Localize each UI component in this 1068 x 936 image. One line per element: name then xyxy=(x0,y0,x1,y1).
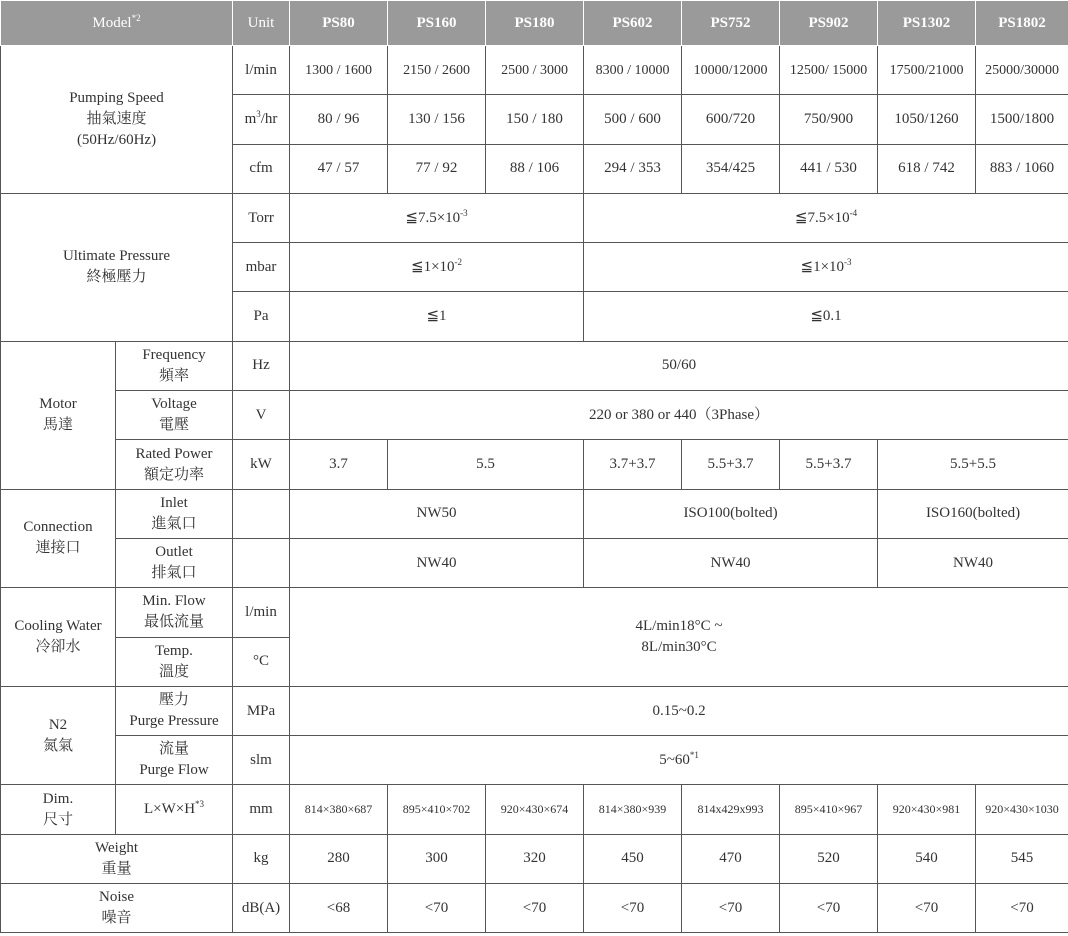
table-cell: NW40 xyxy=(290,538,584,587)
table-cell: 300 xyxy=(388,834,486,883)
table-cell: 920×430×1030 xyxy=(976,785,1068,834)
table-cell: 814×380×939 xyxy=(584,785,682,834)
table-cell: ISO160(bolted) xyxy=(878,489,1068,538)
connection-label: Connection 連接口 xyxy=(1,489,116,588)
model-ps180: PS180 xyxy=(486,1,584,46)
noise-label: Noise 噪音 xyxy=(1,884,233,933)
table-cell: <70 xyxy=(584,884,682,933)
model-ps1302: PS1302 xyxy=(878,1,976,46)
unit-cell xyxy=(233,538,290,587)
table-cell: 814×380×687 xyxy=(290,785,388,834)
model-header: Model$^{*2}$ xyxy=(1,1,233,46)
table-cell: 450 xyxy=(584,834,682,883)
table-cell: 750/900 xyxy=(780,95,878,144)
motor-row-frequency xyxy=(1,341,1068,390)
model-ps1802: PS1802 xyxy=(976,1,1068,46)
unit-cell: mbar xyxy=(233,243,290,292)
unit-cell: MPa xyxy=(233,686,290,735)
table-cell: 3.7+3.7 xyxy=(584,440,682,489)
table-cell: NW40 xyxy=(878,538,1068,587)
model-ps902: PS902 xyxy=(780,1,878,46)
table-cell: 17500/21000 xyxy=(878,46,976,95)
frequency-label: Frequency 頻率 xyxy=(116,341,233,390)
table-cell: $≦7.5\times 10^{-3}$ xyxy=(290,193,584,242)
table-cell: 3.7 xyxy=(290,440,388,489)
table-cell: 500 / 600 xyxy=(584,95,682,144)
outlet-label: Outlet 排氣口 xyxy=(116,538,233,587)
table-cell: 5~60$^{*1}$ xyxy=(290,736,1068,785)
table-cell: 545 xyxy=(976,834,1068,883)
motor-label: Motor 馬達 xyxy=(1,341,116,489)
rated-power-label: Rated Power 額定功率 xyxy=(116,440,233,489)
n2-row-purge-flow xyxy=(1,736,1068,785)
table-cell: 12500/ 15000 xyxy=(780,46,878,95)
table-cell: 80 / 96 xyxy=(290,95,388,144)
table-cell: 354/425 xyxy=(682,144,780,193)
lwh-label: $L\times W\times H^{*3}$ xyxy=(116,785,233,834)
table-cell: 883 / 1060 xyxy=(976,144,1068,193)
table-cell: 47 / 57 xyxy=(290,144,388,193)
unit-cell: $m^3/hr$ xyxy=(233,95,290,144)
model-ps752: PS752 xyxy=(682,1,780,46)
table-cell: <70 xyxy=(976,884,1068,933)
table-cell: 2500 / 3000 xyxy=(486,46,584,95)
unit-cell: mm xyxy=(233,785,290,834)
table-cell: <70 xyxy=(486,884,584,933)
n2-row-purge-pressure xyxy=(1,686,1068,735)
noise-row xyxy=(1,884,1068,933)
cooling-row-min-flow xyxy=(1,588,1068,637)
table-cell: 10000/12000 xyxy=(682,46,780,95)
table-cell: 814x429x993 xyxy=(682,785,780,834)
unit-cell xyxy=(233,489,290,538)
pumping-speed-label: Pumping Speed 抽氣速度 (50Hz/60Hz) xyxy=(1,46,233,194)
motor-row-rated-power xyxy=(1,440,1068,489)
connection-row-outlet xyxy=(1,538,1068,587)
unit-cell: kW xyxy=(233,440,290,489)
unit-cell: Pa xyxy=(233,292,290,341)
table-cell: 0.15~0.2 xyxy=(290,686,1068,735)
unit-cell: °C xyxy=(233,637,290,686)
voltage-label: Voltage 電壓 xyxy=(116,391,233,440)
unit-cell: slm xyxy=(233,736,290,785)
table-cell: 1500/1800 xyxy=(976,95,1068,144)
table-cell: 520 xyxy=(780,834,878,883)
table-cell: 280 xyxy=(290,834,388,883)
table-cell: 130 / 156 xyxy=(388,95,486,144)
pumping-speed-row-lmin xyxy=(1,46,1068,95)
unit-cell: dB(A) xyxy=(233,884,290,933)
table-cell: ISO100(bolted) xyxy=(584,489,878,538)
table-cell: 150 / 180 xyxy=(486,95,584,144)
table-cell: 2150 / 2600 xyxy=(388,46,486,95)
unit-cell: Hz xyxy=(233,341,290,390)
table-cell: NW40 xyxy=(584,538,878,587)
unit-cell: V xyxy=(233,391,290,440)
table-cell: ≦1 xyxy=(290,292,584,341)
table-cell: 618 / 742 xyxy=(878,144,976,193)
min-flow-label: Min. Flow 最低流量 xyxy=(116,588,233,637)
cooling-water-label: Cooling Water 冷卻水 xyxy=(1,588,116,687)
table-cell: 895×410×702 xyxy=(388,785,486,834)
table-cell: <70 xyxy=(682,884,780,933)
table-cell: 1300 / 1600 xyxy=(290,46,388,95)
unit-cell: l/min xyxy=(233,588,290,637)
ultimate-pressure-label: Ultimate Pressure 終極壓力 xyxy=(1,193,233,341)
table-cell: 88 / 106 xyxy=(486,144,584,193)
unit-cell: Torr xyxy=(233,193,290,242)
table-cell: 220 or 380 or 440（3Phase） xyxy=(290,391,1068,440)
table-cell: 8300 / 10000 xyxy=(584,46,682,95)
table-cell: 600/720 xyxy=(682,95,780,144)
ultimate-pressure-row-torr xyxy=(1,193,1068,242)
dimensions-label: Dim. 尺寸 xyxy=(1,785,116,834)
model-ps160: PS160 xyxy=(388,1,486,46)
unit-cell: l/min xyxy=(233,46,290,95)
table-cell: $≦1\times 10^{-2}$ xyxy=(290,243,584,292)
table-cell: 50/60 xyxy=(290,341,1068,390)
model-ps602: PS602 xyxy=(584,1,682,46)
table-cell: 5.5+5.5 xyxy=(878,440,1068,489)
motor-row-voltage xyxy=(1,391,1068,440)
weight-row xyxy=(1,834,1068,883)
table-cell: 1050/1260 xyxy=(878,95,976,144)
unit-cell: cfm xyxy=(233,144,290,193)
table-cell: 540 xyxy=(878,834,976,883)
table-cell: 441 / 530 xyxy=(780,144,878,193)
unit-header: Unit xyxy=(233,1,290,46)
header-row xyxy=(1,1,1068,46)
unit-cell: kg xyxy=(233,834,290,883)
table-cell: <70 xyxy=(388,884,486,933)
table-cell: 5.5+3.7 xyxy=(682,440,780,489)
table-cell: <70 xyxy=(878,884,976,933)
weight-label: Weight 重量 xyxy=(1,834,233,883)
table-cell: 25000/30000 xyxy=(976,46,1068,95)
table-cell: 77 / 92 xyxy=(388,144,486,193)
n2-label: N2 氮氣 xyxy=(1,686,116,785)
purge-flow-label: 流量 Purge Flow xyxy=(116,736,233,785)
table-cell: 470 xyxy=(682,834,780,883)
table-cell: 920×430×674 xyxy=(486,785,584,834)
table-cell: <70 xyxy=(780,884,878,933)
table-cell: 5.5 xyxy=(388,440,584,489)
table-cell: 895×410×967 xyxy=(780,785,878,834)
table-cell: 920×430×981 xyxy=(878,785,976,834)
table-cell: 294 / 353 xyxy=(584,144,682,193)
inlet-label: Inlet 進氣口 xyxy=(116,489,233,538)
table-cell: 5.5+3.7 xyxy=(780,440,878,489)
table-cell: $≦1\times 10^{-3}$ xyxy=(584,243,1068,292)
table-cell: 320 xyxy=(486,834,584,883)
purge-pressure-label: 壓力 Purge Pressure xyxy=(116,686,233,735)
temp-label: Temp. 溫度 xyxy=(116,637,233,686)
dimensions-row xyxy=(1,785,1068,834)
table-cell: NW50 xyxy=(290,489,584,538)
table-cell: ≦0.1 xyxy=(584,292,1068,341)
table-cell: <68 xyxy=(290,884,388,933)
model-ps80: PS80 xyxy=(290,1,388,46)
table-cell: 4L/min18°C ~ 8L/min30°C xyxy=(290,588,1068,687)
connection-row-inlet xyxy=(1,489,1068,538)
table-cell: $≦7.5\times 10^{-4}$ xyxy=(584,193,1068,242)
